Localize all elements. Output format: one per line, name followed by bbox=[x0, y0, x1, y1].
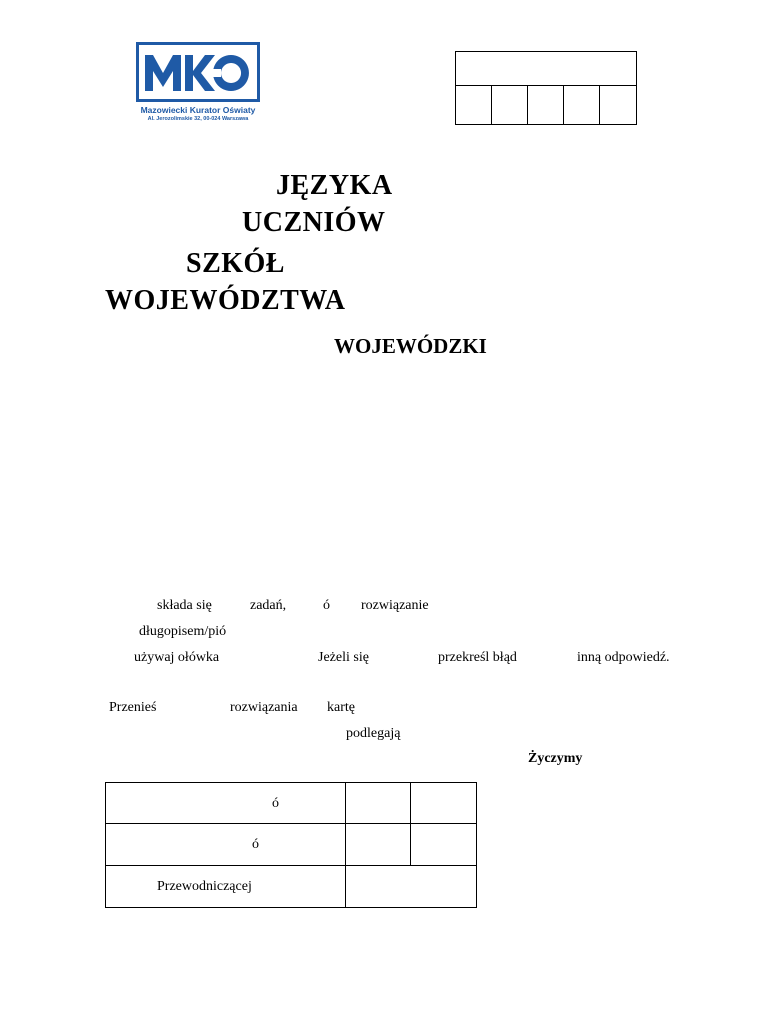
score-cell[interactable] bbox=[346, 783, 410, 823]
wish-text: Życzymy bbox=[528, 751, 583, 766]
code-grid-header-cell[interactable] bbox=[456, 52, 636, 86]
logo-name: Mazowiecki Kurator Oświaty bbox=[140, 105, 256, 115]
signature-cell[interactable] bbox=[346, 866, 476, 907]
instruction-text: długopisem/pió bbox=[139, 624, 227, 639]
instruction-text: przekreśl błąd bbox=[438, 650, 517, 665]
table-row-label: ó bbox=[272, 796, 279, 811]
code-cell[interactable] bbox=[456, 86, 492, 124]
code-cell[interactable] bbox=[600, 86, 636, 124]
logo bbox=[136, 42, 260, 124]
instruction-text: Jeżeli się bbox=[318, 650, 369, 665]
instruction-text: kartę bbox=[327, 700, 355, 715]
table-row-label: ó bbox=[252, 837, 259, 852]
logo-address: Al. Jerozolimskie 32, 00-024 Warszawa bbox=[147, 116, 249, 122]
table-row-label: Przewodniczącej bbox=[157, 879, 252, 894]
score-cell[interactable] bbox=[346, 824, 410, 865]
score-cell[interactable] bbox=[411, 783, 476, 823]
code-cell[interactable] bbox=[492, 86, 528, 124]
subtitle: WOJEWÓDZKI bbox=[334, 334, 487, 358]
score-cell[interactable] bbox=[411, 824, 476, 865]
instruction-text: składa się bbox=[157, 598, 212, 613]
title-line-2: UCZNIÓW bbox=[242, 207, 386, 238]
code-cell[interactable] bbox=[564, 86, 600, 124]
score-table bbox=[105, 782, 477, 908]
instruction-text: podlegają bbox=[346, 726, 401, 741]
title-line-4: WOJEWÓDZTWA bbox=[105, 285, 346, 316]
instruction-text: Przenieś bbox=[109, 700, 157, 715]
logo-emblem bbox=[136, 42, 260, 102]
instruction-text: ó bbox=[323, 598, 330, 613]
logo-letters-graphic bbox=[139, 45, 257, 99]
code-cell[interactable] bbox=[528, 86, 564, 124]
title-line-3: SZKÓŁ bbox=[186, 248, 285, 279]
student-code-grid bbox=[455, 51, 637, 125]
instruction-text: używaj ołówka bbox=[134, 650, 220, 665]
instruction-text: zadań, bbox=[250, 598, 287, 613]
instruction-text: inną odpowiedź. bbox=[577, 650, 670, 665]
instruction-text: rozwiązania bbox=[230, 700, 298, 715]
title-line-1: JĘZYKA bbox=[276, 170, 393, 201]
instruction-text: rozwiązanie bbox=[361, 598, 429, 613]
